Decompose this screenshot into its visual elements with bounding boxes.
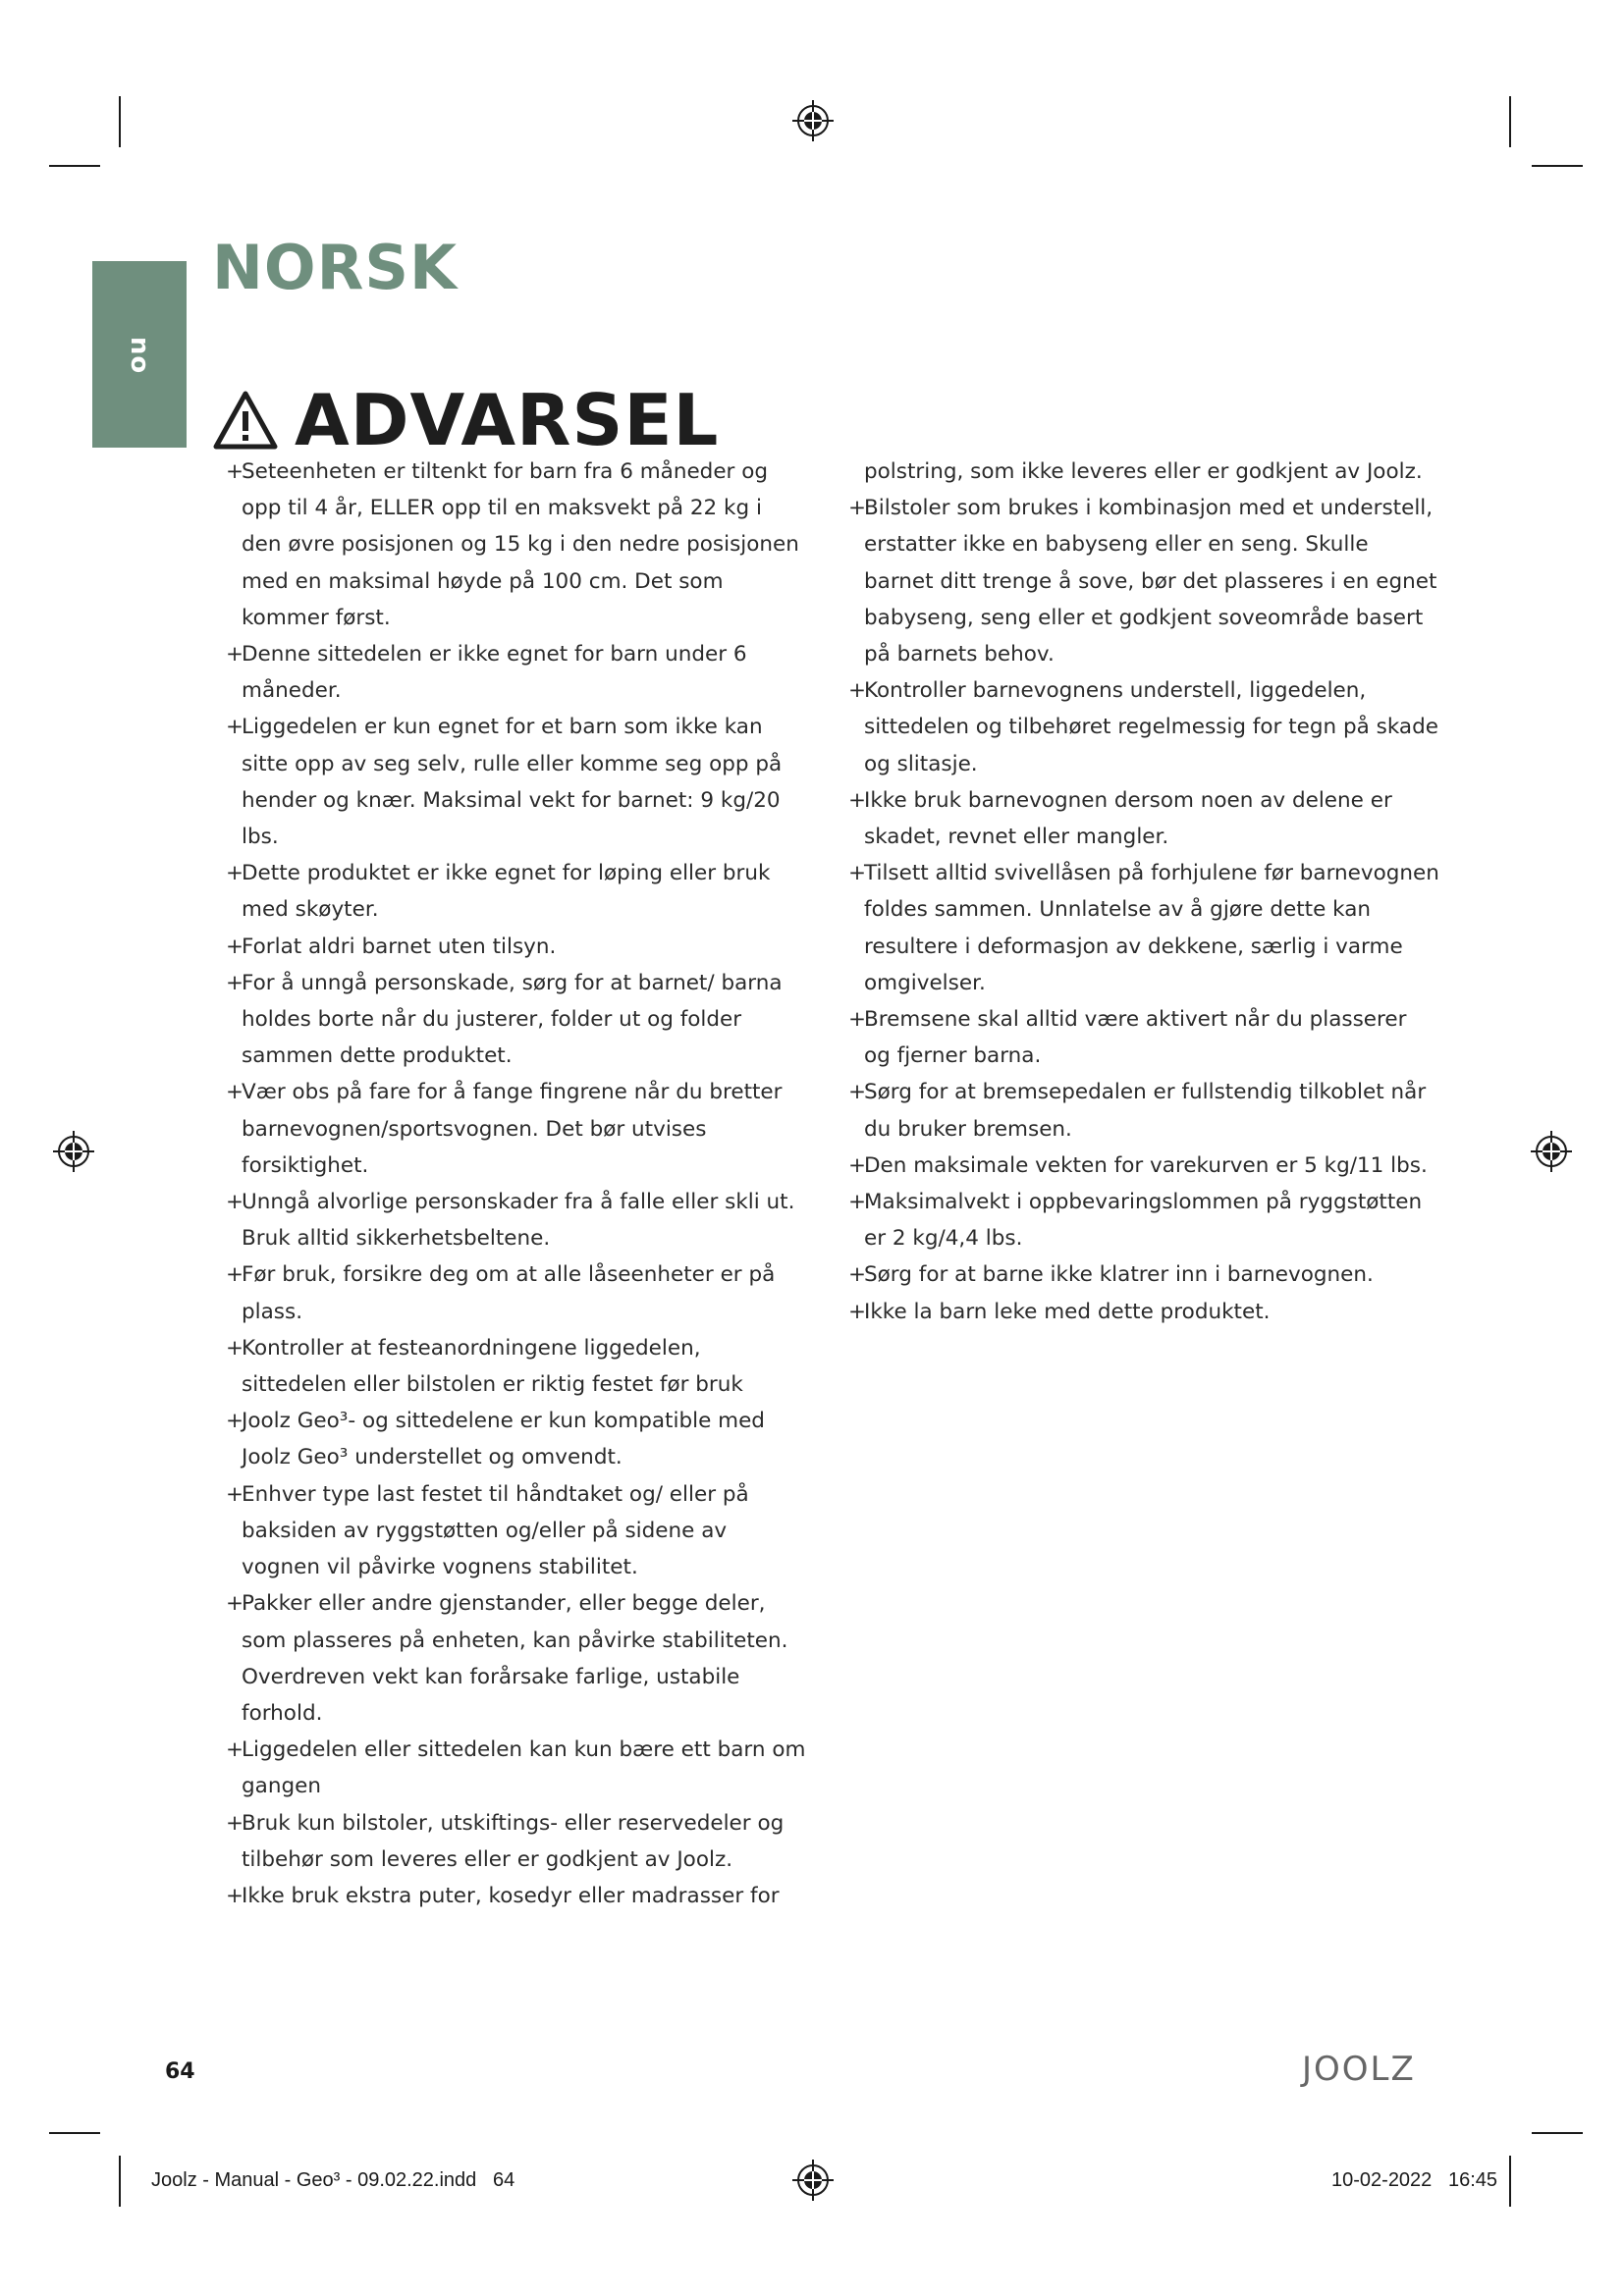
- list-item: + Maksimalvekt i oppbevaringslommen på ryggstøtten er 2 kg/4,4 lbs.: [850, 1184, 1439, 1256]
- print-slug-file: Joolz - Manual - Geo³ - 09.02.22.indd 64: [151, 2169, 515, 2191]
- list-item: + Tilsett alltid svivellåsen på forhjulene før barnevognen foldes sammen. Unnlatelse av å gjøre dette kan resultere i deformasjon av dekkene, særlig i varme omgivelser.: [850, 855, 1439, 1001]
- registration-mark-icon: [792, 100, 834, 141]
- crop-mark: [119, 2156, 121, 2207]
- list-item: + Kontroller at festeanordningene liggedelen, sittedelen eller bilstolen er riktig festet før bruk: [228, 1330, 807, 1403]
- list-item: + Joolz Geo³- og sittedelene er kun kompatible med Joolz Geo³ understellet og omvendt.: [228, 1403, 807, 1475]
- list-item: + Kontroller barnevognens understell, liggedelen, sittedelen og tilbehøret regelmessig for tegn på skade og slitasje.: [850, 672, 1439, 782]
- crop-mark: [1532, 2132, 1583, 2134]
- warning-list-right: [850, 454, 1439, 1330]
- warning-triangle-icon: [212, 390, 279, 451]
- language-title: NORSK: [212, 232, 459, 303]
- registration-mark-icon: [53, 1131, 94, 1172]
- language-side-tab: [92, 261, 187, 448]
- list-item: + Liggedelen er kun egnet for et barn som ikke kan sitte opp av seg selv, rulle eller komme seg opp på hender og knær. Maksimal vekt for barnet: 9 kg/20 lbs.: [228, 709, 807, 855]
- list-item: + Sørg for at bremsepedalen er fullstendig tilkoblet når du bruker bremsen.: [850, 1074, 1439, 1147]
- list-item: + Bilstoler som brukes i kombinasjon med et understell, erstatter ikke en babyseng eller en seng. Skulle barnet ditt trenge å sove, bør det plasseres i en egnet babyseng, seng eller et godkjent soveområde basert på barnets behov.: [850, 490, 1439, 672]
- list-item: + Dette produktet er ikke egnet for løping eller bruk med skøyter.: [228, 855, 807, 928]
- list-item: + Bremsene skal alltid være aktivert når du plasserer og fjerner barna.: [850, 1001, 1439, 1074]
- list-item: + Ikke bruk barnevognen dersom noen av delene er skadet, revnet eller mangler.: [850, 782, 1439, 855]
- crop-mark: [1509, 96, 1511, 147]
- print-slug-date: 10-02-2022 16:45: [1331, 2169, 1498, 2191]
- list-item: + Seteenheten er tiltenkt for barn fra 6 måneder og opp til 4 år, ELLER opp til en maksvekt på 22 kg i den øvre posisjonen og 15 kg i den nedre posisjonen med en maksimal høyde på 100 cm. Det som kommer først.: [228, 454, 807, 636]
- page-number: 64: [165, 2059, 195, 2084]
- registration-mark-icon: [1531, 1131, 1572, 1172]
- registration-mark-icon: [792, 2160, 834, 2201]
- list-item: + Unngå alvorlige personskader fra å falle eller skli ut. Bruk alltid sikkerhetsbeltene.: [228, 1184, 807, 1256]
- list-item: + Ikke la barn leke med dette produktet.: [850, 1294, 1439, 1330]
- crop-mark: [1509, 2156, 1511, 2207]
- list-item: + Sørg for at barne ikke klatrer inn i barnevognen.: [850, 1256, 1439, 1293]
- list-item: + Før bruk, forsikre deg om at alle låseenheter er på plass.: [228, 1256, 807, 1329]
- list-item: + Forlat aldri barnet uten tilsyn.: [228, 929, 807, 965]
- list-item: + Den maksimale vekten for varekurven er 5 kg/11 lbs.: [850, 1148, 1439, 1184]
- warning-list-left: [228, 454, 807, 1914]
- crop-mark: [49, 2132, 100, 2134]
- list-item: + Ikke bruk ekstra puter, kosedyr eller madrasser for: [228, 1878, 807, 1914]
- list-item: + Pakker eller andre gjenstander, eller begge deler, som plasseres på enheten, kan påvirke stabiliteten. Overdreven vekt kan forårsake farlige, ustabile forhold.: [228, 1585, 807, 1732]
- brand-logo: JOOLZ: [1302, 2050, 1416, 2089]
- list-item: + Enhver type last festet til håndtaket og/ eller på baksiden av ryggstøtten og/eller på sidene av vognen vil påvirke vognens stabilitet.: [228, 1476, 807, 1586]
- crop-mark: [119, 96, 121, 147]
- warning-title: ADVARSEL: [295, 379, 720, 461]
- list-item: + Liggedelen eller sittedelen kan kun bære ett barn om gangen: [228, 1732, 807, 1804]
- list-item: + Vær obs på fare for å fange fingrene når du bretter barnevognen/sportsvognen. Det bør utvises forsiktighet.: [228, 1074, 807, 1184]
- list-item-continuation: polstring, som ikke leveres eller er godkjent av Joolz.: [864, 459, 1423, 484]
- warning-heading: [212, 379, 719, 461]
- crop-mark: [49, 165, 100, 167]
- list-item: + Bruk kun bilstoler, utskiftings- eller reservedeler og tilbehør som leveres eller er godkjent av Joolz.: [228, 1805, 807, 1878]
- crop-mark: [1532, 165, 1583, 167]
- list-item: + Denne sittedelen er ikke egnet for barn under 6 måneder.: [228, 636, 807, 709]
- list-item: + For å unngå personskade, sørg for at barnet/ barna holdes borte når du justerer, folder ut og folder sammen dette produktet.: [228, 965, 807, 1075]
- language-code: no: [125, 336, 154, 375]
